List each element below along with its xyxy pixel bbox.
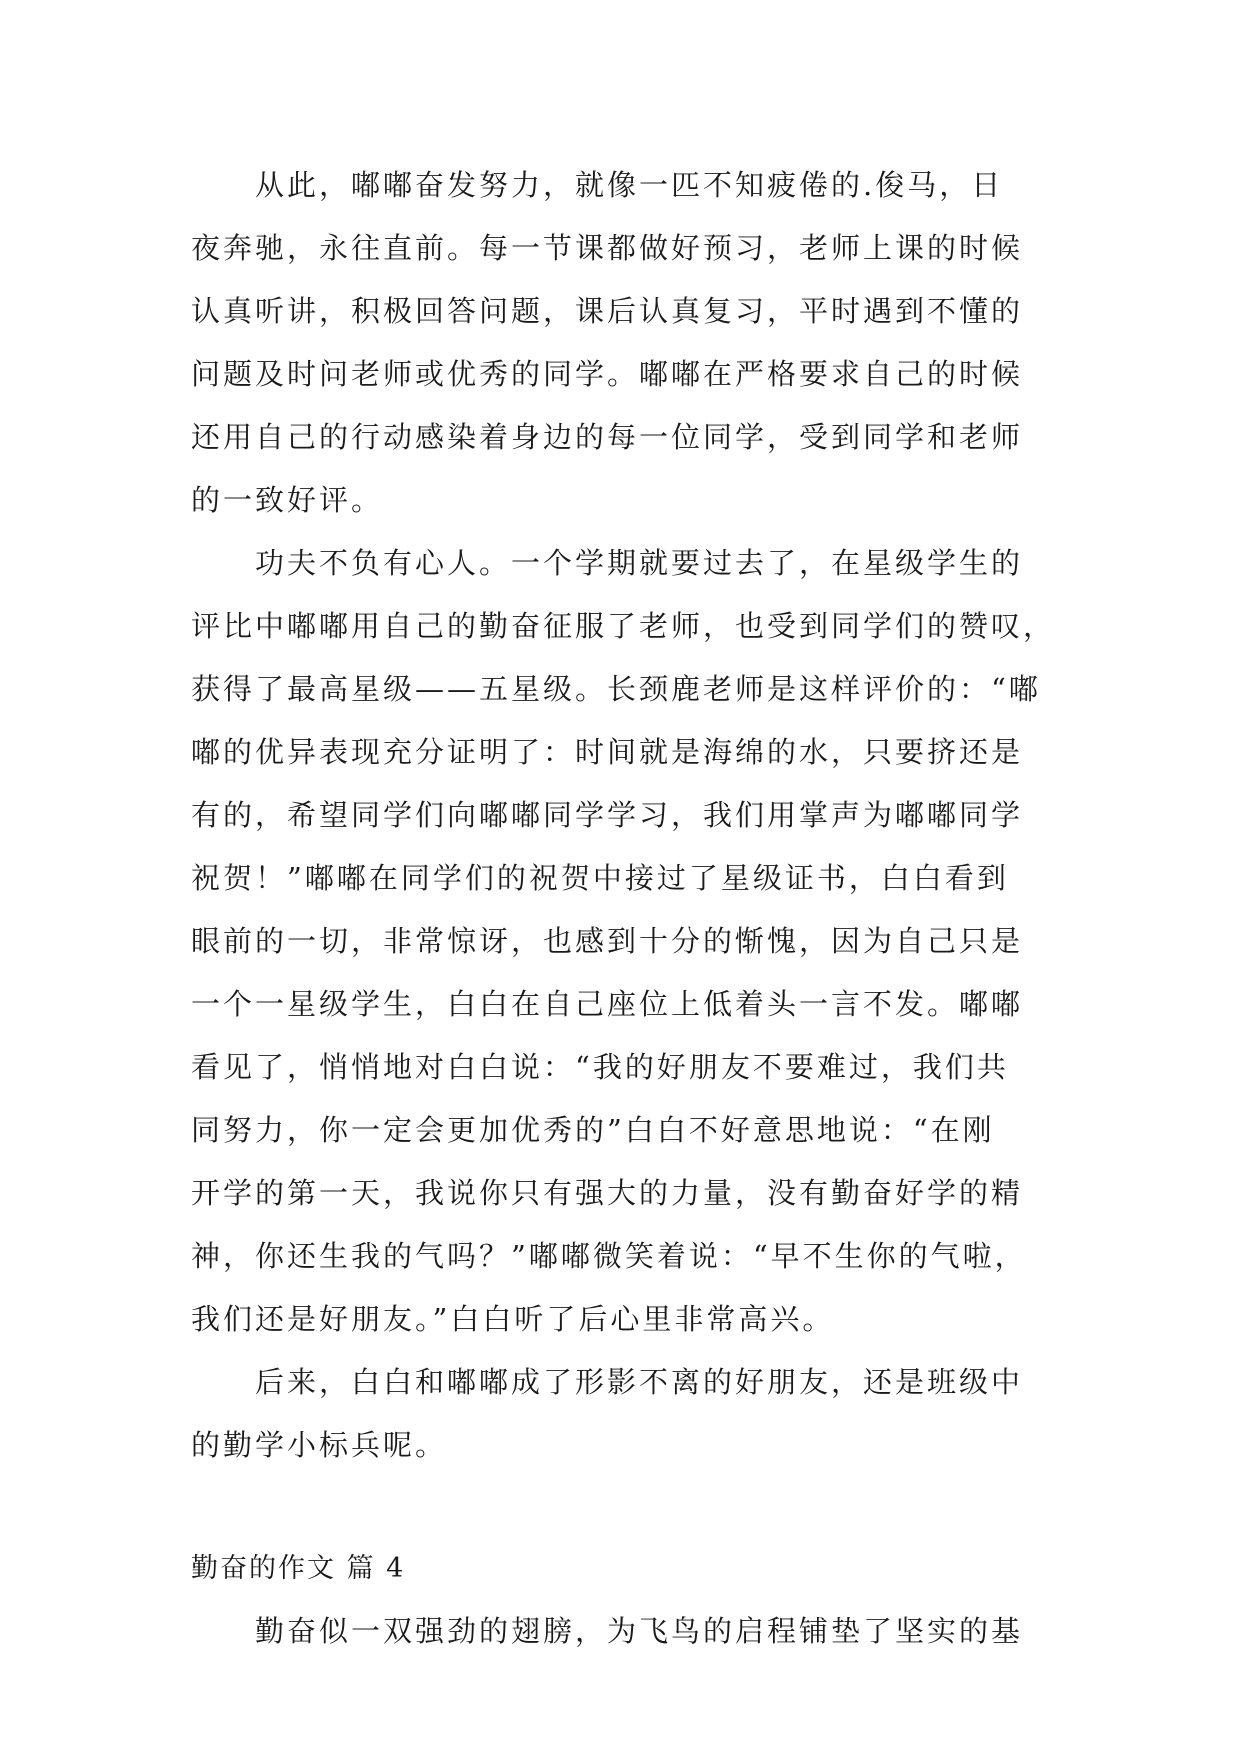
paragraph-line: 开学的第一天，我说你只有强大的力量，没有勤奋好学的精 <box>191 1176 1024 1210</box>
paragraph-line: 评比中嘟嘟用自己的勤奋征服了老师，也受到同学们的赞叹， <box>191 609 1056 643</box>
paragraph-3 <box>191 1351 1071 1477</box>
paragraph-4 <box>191 1600 1071 1663</box>
paragraph-line: 祝贺！”嘟嘟在同学们的祝贺中接过了星级证书，白白看到 <box>191 861 1009 895</box>
paragraph-line: 从此，嘟嘟奋发努力，就像一匹不知疲倦的.俊马，日 <box>255 168 1004 202</box>
paragraph-line: 有的，希望同学们向嘟嘟同学学习，我们用掌声为嘟嘟同学 <box>191 798 1024 832</box>
paragraph-line: 后来，白白和嘟嘟成了形影不离的好朋友，还是班级中 <box>255 1365 1024 1399</box>
paragraph-line: 夜奔驰，永往直前。每一节课都做好预习，老师上课的时候 <box>191 231 1024 265</box>
paragraph-line: 认真听讲，积极回答问题，课后认真复习，平时遇到不懂的 <box>191 294 1024 328</box>
paragraph-line: 眼前的一切，非常惊讶，也感到十分的惭愧，因为自己只是 <box>191 924 1024 958</box>
paragraph-line: 的勤学小标兵呢。 <box>191 1428 448 1462</box>
paragraph-line: 还用自己的行动感染着身边的每一位同学，受到同学和老师 <box>191 420 1024 454</box>
paragraph-line: 获得了最高星级——五星级。长颈鹿老师是这样评价的：“嘟 <box>191 672 1041 706</box>
paragraph-line: 我们还是好朋友。”白白听了后心里非常高兴。 <box>191 1302 835 1336</box>
paragraph-line: 一个一星级学生，白白在自己座位上低着头一言不发。嘟嘟 <box>191 987 1024 1021</box>
paragraph-line: 同努力，你一定会更加优秀的”白白不好意思地说：“在刚 <box>191 1113 995 1147</box>
paragraph-line: 嘟的优异表现充分证明了：时间就是海绵的水，只要挤还是 <box>191 735 1024 769</box>
paragraph-line: 神，你还生我的气吗？”嘟嘟微笑着说：“早不生你的气啦， <box>191 1239 1027 1273</box>
paragraph-1 <box>191 154 1071 532</box>
paragraph-2 <box>191 532 1071 1351</box>
paragraph-line: 问题及时问老师或优秀的同学。嘟嘟在严格要求自己的时候 <box>191 357 1024 391</box>
paragraph-line: 的一致好评。 <box>191 483 384 517</box>
section-heading: 勤奋的作文 篇 4 <box>191 1553 406 1584</box>
paragraph-line: 功夫不负有心人。一个学期就要过去了，在星级学生的 <box>255 546 1024 580</box>
document-body <box>191 154 1071 1663</box>
paragraph-line: 看见了，悄悄地对白白说：“我的好朋友不要难过，我们共 <box>191 1050 1009 1084</box>
paragraph-line: 勤奋似一双强劲的翅膀，为飞鸟的启程铺垫了坚实的基 <box>255 1614 1024 1648</box>
